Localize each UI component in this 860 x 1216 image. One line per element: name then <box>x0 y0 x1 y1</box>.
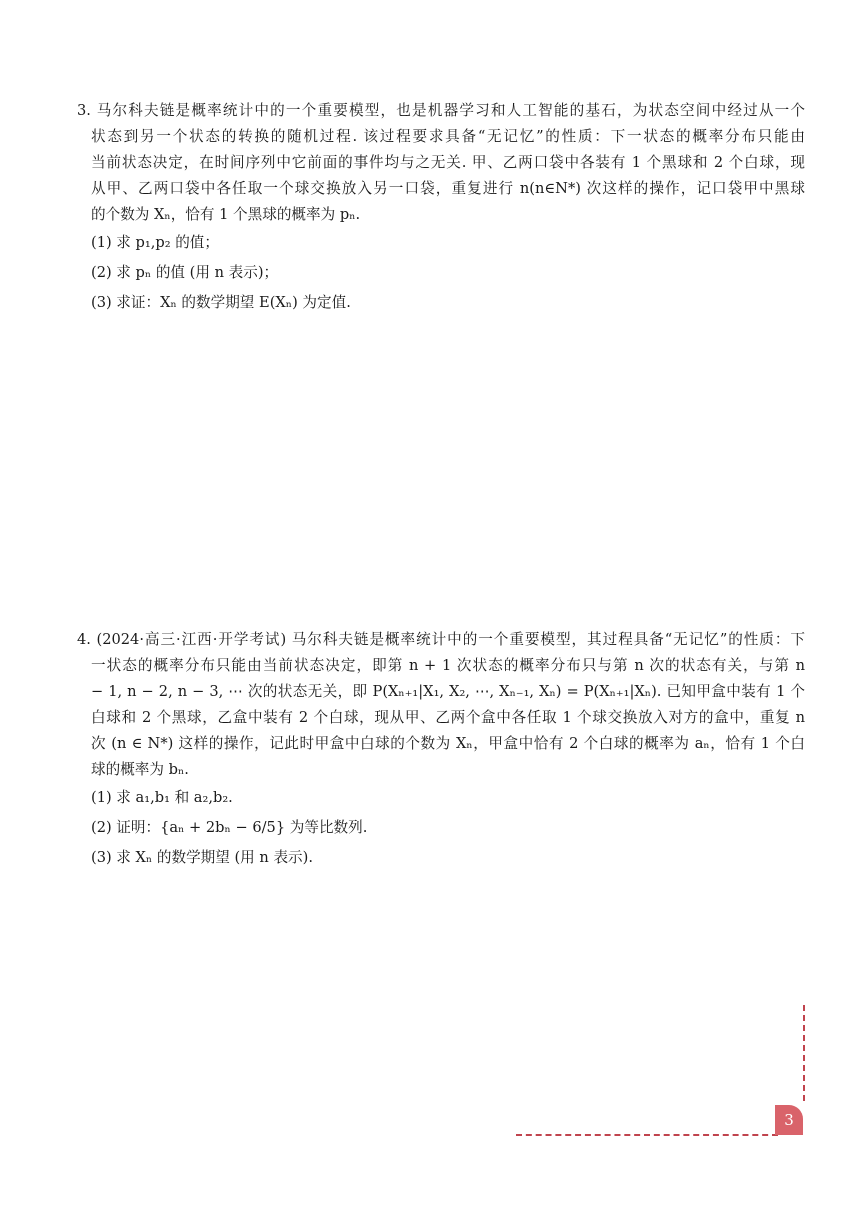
problem-4-stem-line-1: 4. (2024·高三·江西·开学考试) 马尔科夫链是概率统计中的一个重要模型，其过程具备“无记忆”的性质：下 <box>77 631 805 648</box>
problem-3-stem-line-1: 3. 马尔科夫链是概率统计中的一个重要模型，也是机器学习和人工智能的基石，为状态空间中经过从一个 <box>77 102 805 119</box>
problem-3-question-3: (3) 求证：Xₙ 的数学期望 E(Xₙ) 为定值. <box>91 294 351 311</box>
problem-4-stem-line-4: 白球和 2 个黑球，乙盒中装有 2 个白球，现从甲、乙两个盒中各任取 1 个球交换放入对方的盒中，重复 n <box>91 709 805 726</box>
problem-4-question-2: (2) 证明：{aₙ + 2bₙ − 6/5} 为等比数列. <box>91 819 368 836</box>
page-corner-dashed-horizontal <box>516 1134 778 1136</box>
problem-4-stem-line-5: 次 (n ∈ N*) 这样的操作，记此时甲盒中白球的个数为 Xₙ，甲盒中恰有 2 个白球的概率为 aₙ，恰有 1 个白 <box>91 735 805 752</box>
problem-4-question-1: (1) 求 a₁,b₁ 和 a₂,b₂. <box>91 789 233 806</box>
problem-3-stem-line-2: 状态到另一个状态的转换的随机过程. 该过程要求具备“无记忆”的性质：下一状态的概率分布只能由 <box>91 128 805 145</box>
problem-3-stem-line-4: 从甲、乙两口袋中各任取一个球交换放入另一口袋，重复进行 n(n∈N*) 次这样的操作，记口袋甲中黑球 <box>91 180 805 197</box>
problem-3 <box>77 98 805 318</box>
problem-3-question-1: (1) 求 p₁,p₂ 的值； <box>91 234 219 251</box>
problem-3-stem-line-3: 当前状态决定，在时间序列中它前面的事件均与之无关. 甲、乙两口袋中各装有 1 个黑球和 2 个白球，现 <box>91 154 805 171</box>
page-corner-dashed-vertical <box>803 1005 805 1101</box>
problem-4-stem-line-6: 球的概率为 bₙ. <box>91 761 189 778</box>
problem-3-stem-line-5: 的个数为 Xₙ，恰有 1 个黑球的概率为 pₙ. <box>91 206 361 223</box>
page-number-badge: 3 <box>775 1105 803 1135</box>
problem-4-stem-line-2: 一状态的概率分布只能由当前状态决定，即第 n + 1 次状态的概率分布只与第 n 次的状态有关，与第 n <box>91 657 805 674</box>
problem-4-question-3: (3) 求 Xₙ 的数学期望 (用 n 表示). <box>91 849 313 866</box>
problem-3-question-2: (2) 求 pₙ 的值 (用 n 表示)； <box>91 264 279 281</box>
problem-4 <box>77 627 805 873</box>
problem-4-stem-line-3: − 1, n − 2, n − 3, ⋯ 次的状态无关，即 P(Xₙ₊₁|X₁, X₂, ⋯, Xₙ₋₁, Xₙ) = P(Xₙ₊₁|Xₙ). 已知甲盒中装有 1 个 <box>91 683 805 700</box>
